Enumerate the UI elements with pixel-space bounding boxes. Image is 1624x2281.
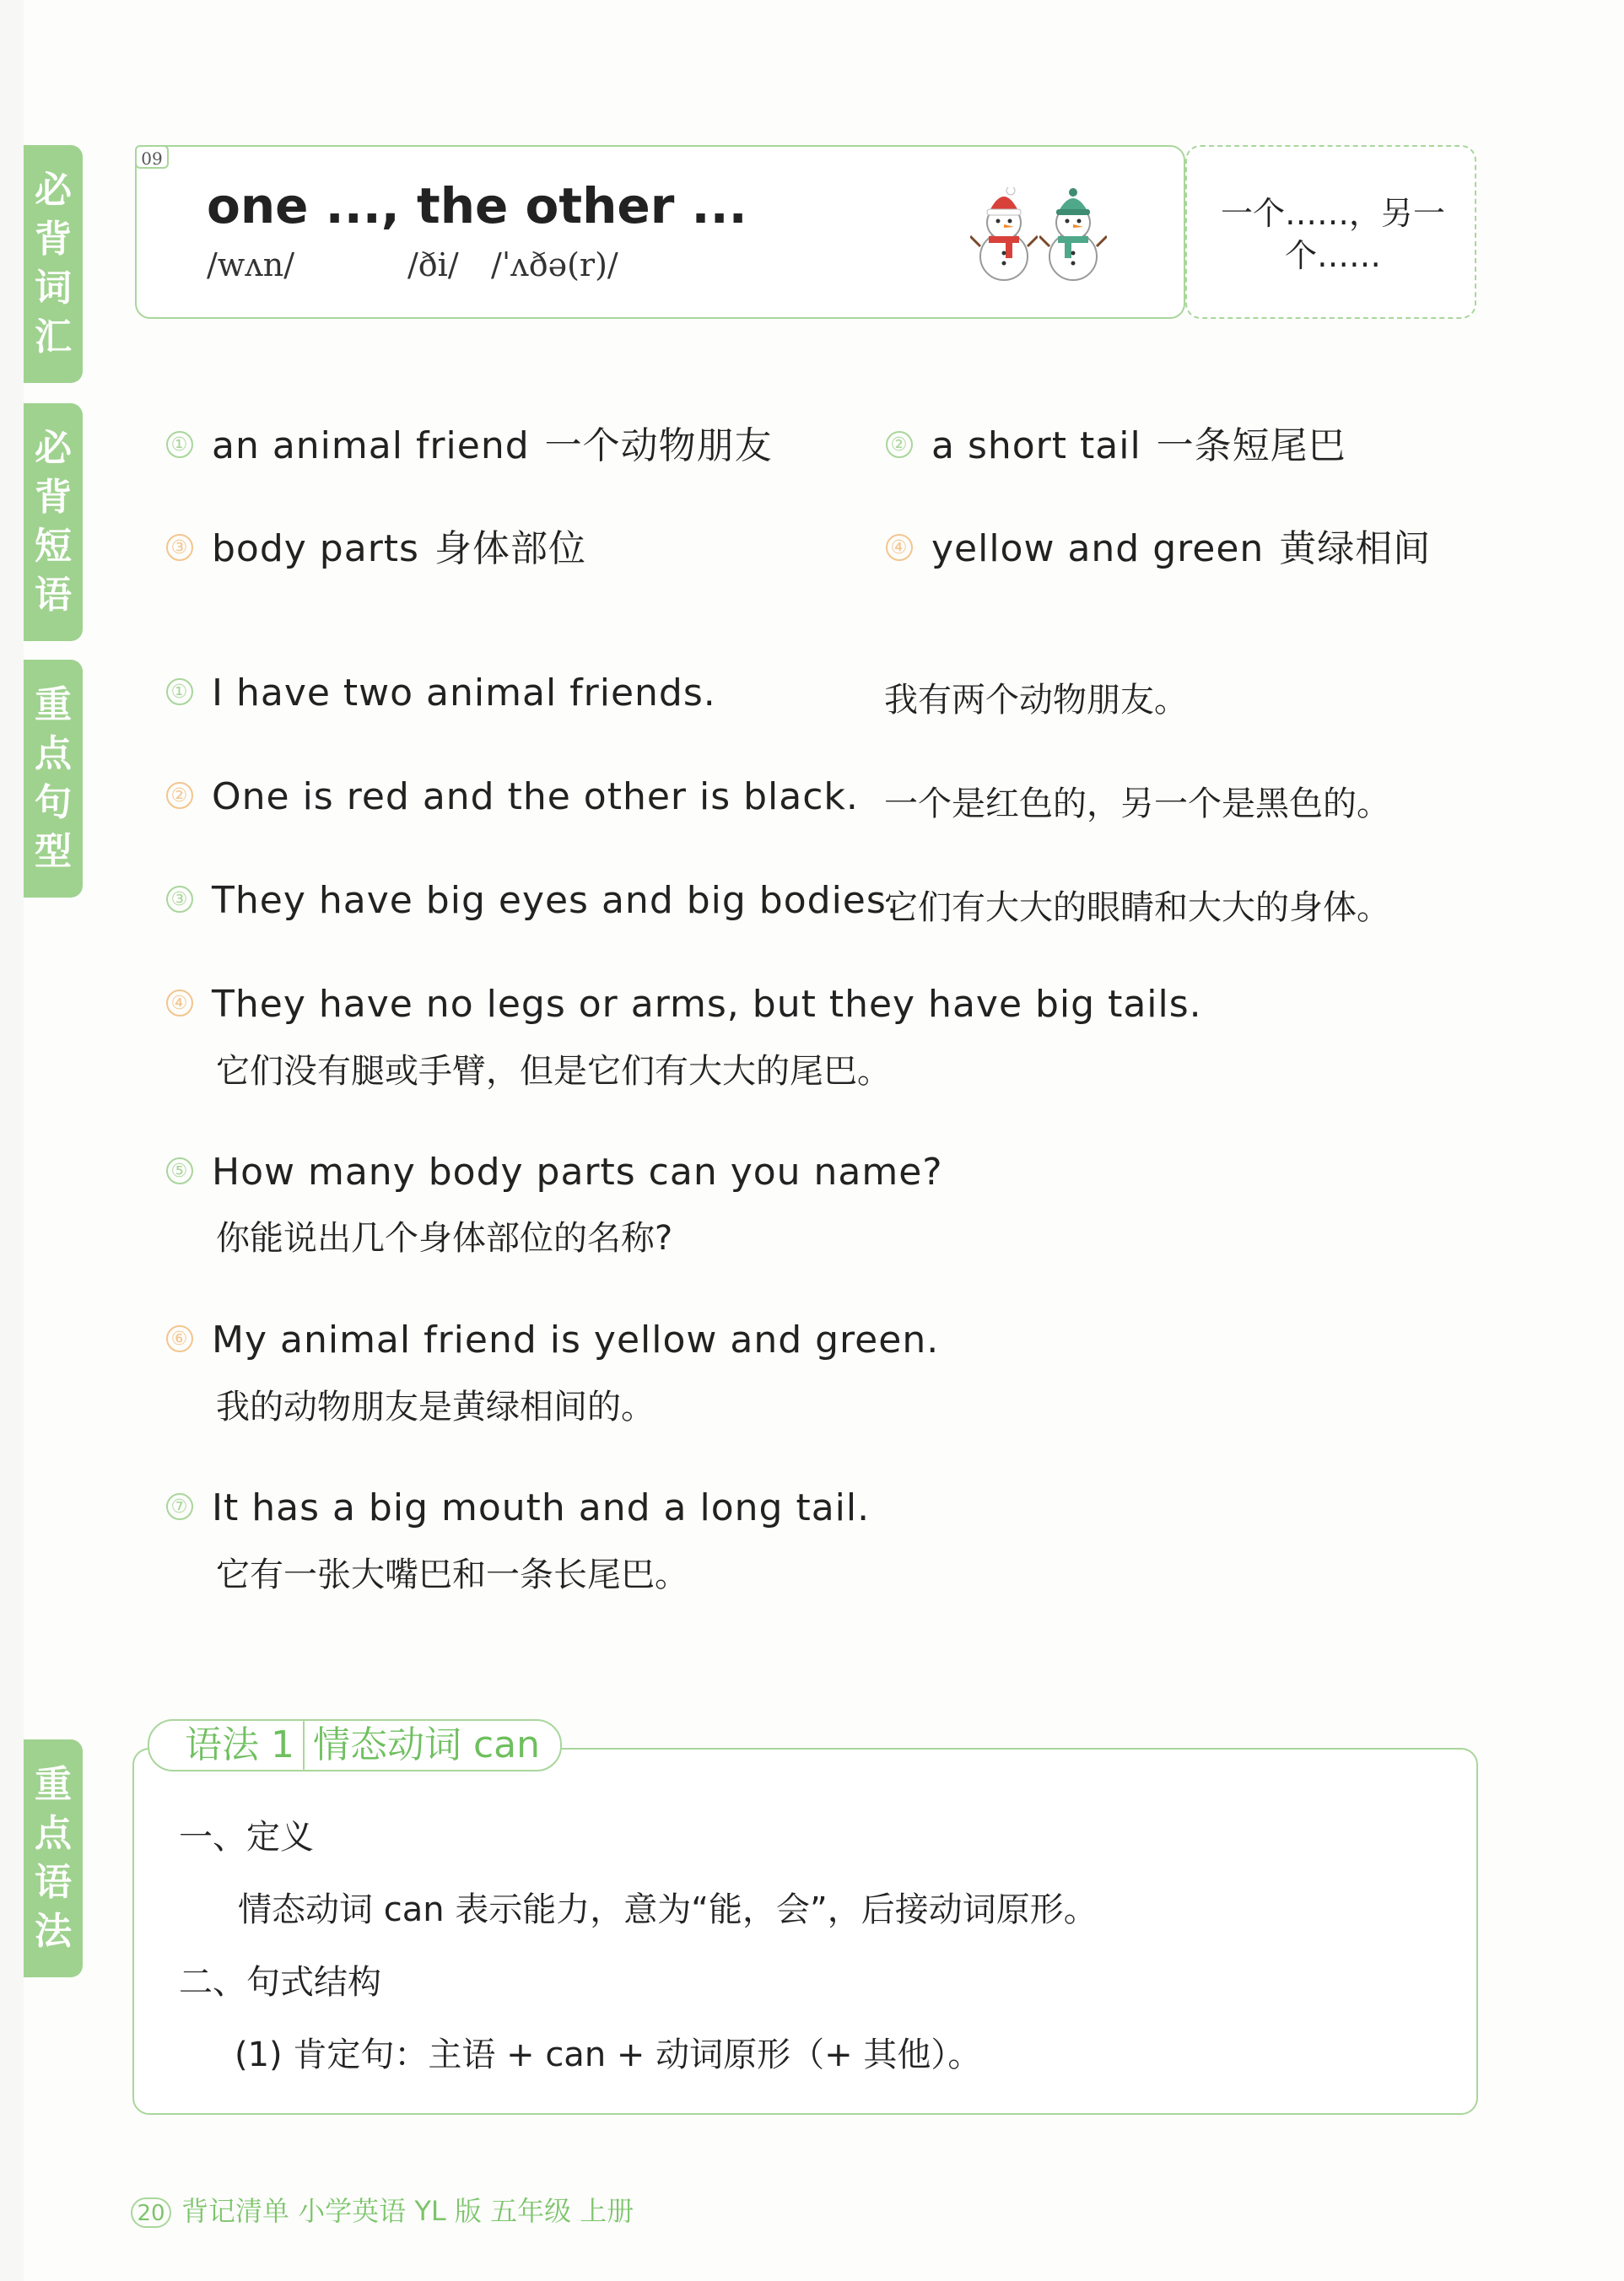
ipa-the: /ði/	[407, 246, 459, 283]
sentence-item: ⑦ It has a big mouth and a long tail.	[166, 1486, 870, 1529]
page-footer	[131, 2190, 634, 2229]
vocab-word: one ..., the other ...	[207, 177, 747, 235]
phrase-item: ③ body parts 身体部位	[166, 518, 586, 572]
side-tab-sentences[interactable]: 重 点 句 型	[24, 660, 83, 898]
sentence-translation: 它们有大大的眼睛和大大的身体。	[884, 888, 1390, 927]
sentence-translation: 我的动物朋友是黄绿相间的。	[216, 1388, 655, 1426]
sentence-translation: 它有一张大嘴巴和一条长尾巴。	[216, 1556, 688, 1594]
side-tab-grammar[interactable]: 重 点 语 法	[24, 1739, 83, 1977]
ipa-other: /ˈʌðə(r)/	[491, 246, 618, 283]
sentence-item: ① I have two animal friends.	[166, 671, 716, 714]
grammar-tab: 语法 1 情态动词 can	[148, 1719, 562, 1771]
grammar-heading-definition: 一、定义	[179, 1818, 314, 1857]
grammar-definition-text: 情态动词 can 表示能力，意为“能，会”，后接动词原形。	[238, 1890, 1098, 1929]
sentence-translation: 我有两个动物朋友。	[884, 681, 1188, 720]
side-tab-vocabulary[interactable]: 必 背 词 汇	[24, 145, 83, 383]
sentence-item: ② One is red and the other is black.	[166, 775, 859, 818]
vocab-meaning: 一个……，另一 个……	[1220, 195, 1445, 274]
phrase-item: ① an animal friend 一个动物朋友	[166, 415, 773, 469]
sentence-item: ⑥ My animal friend is yellow and green.	[166, 1318, 939, 1362]
book-title: 背记清单 小学英语 YL 版 五年级 上册	[181, 2195, 634, 2227]
vocab-number: 09	[135, 145, 169, 169]
snowman-red-hat-icon	[970, 187, 1038, 284]
sentence-translation: 它们没有腿或手臂，但是它们有大大的尾巴。	[216, 1052, 891, 1091]
snowman-green-hat-icon	[1039, 187, 1107, 284]
phrase-item: ② a short tail 一条短尾巴	[886, 415, 1346, 469]
sentence-item: ⑤ How many body parts can you name?	[166, 1151, 943, 1194]
sentence-item: ④ They have no legs or arms, but they have big tails.	[166, 983, 1202, 1026]
phrase-item: ④ yellow and green 黄绿相间	[886, 518, 1431, 572]
grammar-heading-structure: 二、句式结构	[179, 1963, 381, 2002]
sentence-translation: 一个是红色的，另一个是黑色的。	[884, 785, 1390, 823]
grammar-structure-text: (1) 肯定句：主语 + can + 动词原形（+ 其他）。	[235, 2036, 982, 2074]
page-number: 20	[131, 2197, 171, 2228]
side-tab-phrases[interactable]: 必 背 短 语	[24, 403, 83, 641]
ipa-one: /wʌn/	[207, 246, 295, 283]
sentence-translation: 你能说出几个身体部位的名称?	[216, 1219, 673, 1258]
sentence-item: ③ They have big eyes and big bodies.	[166, 879, 899, 922]
